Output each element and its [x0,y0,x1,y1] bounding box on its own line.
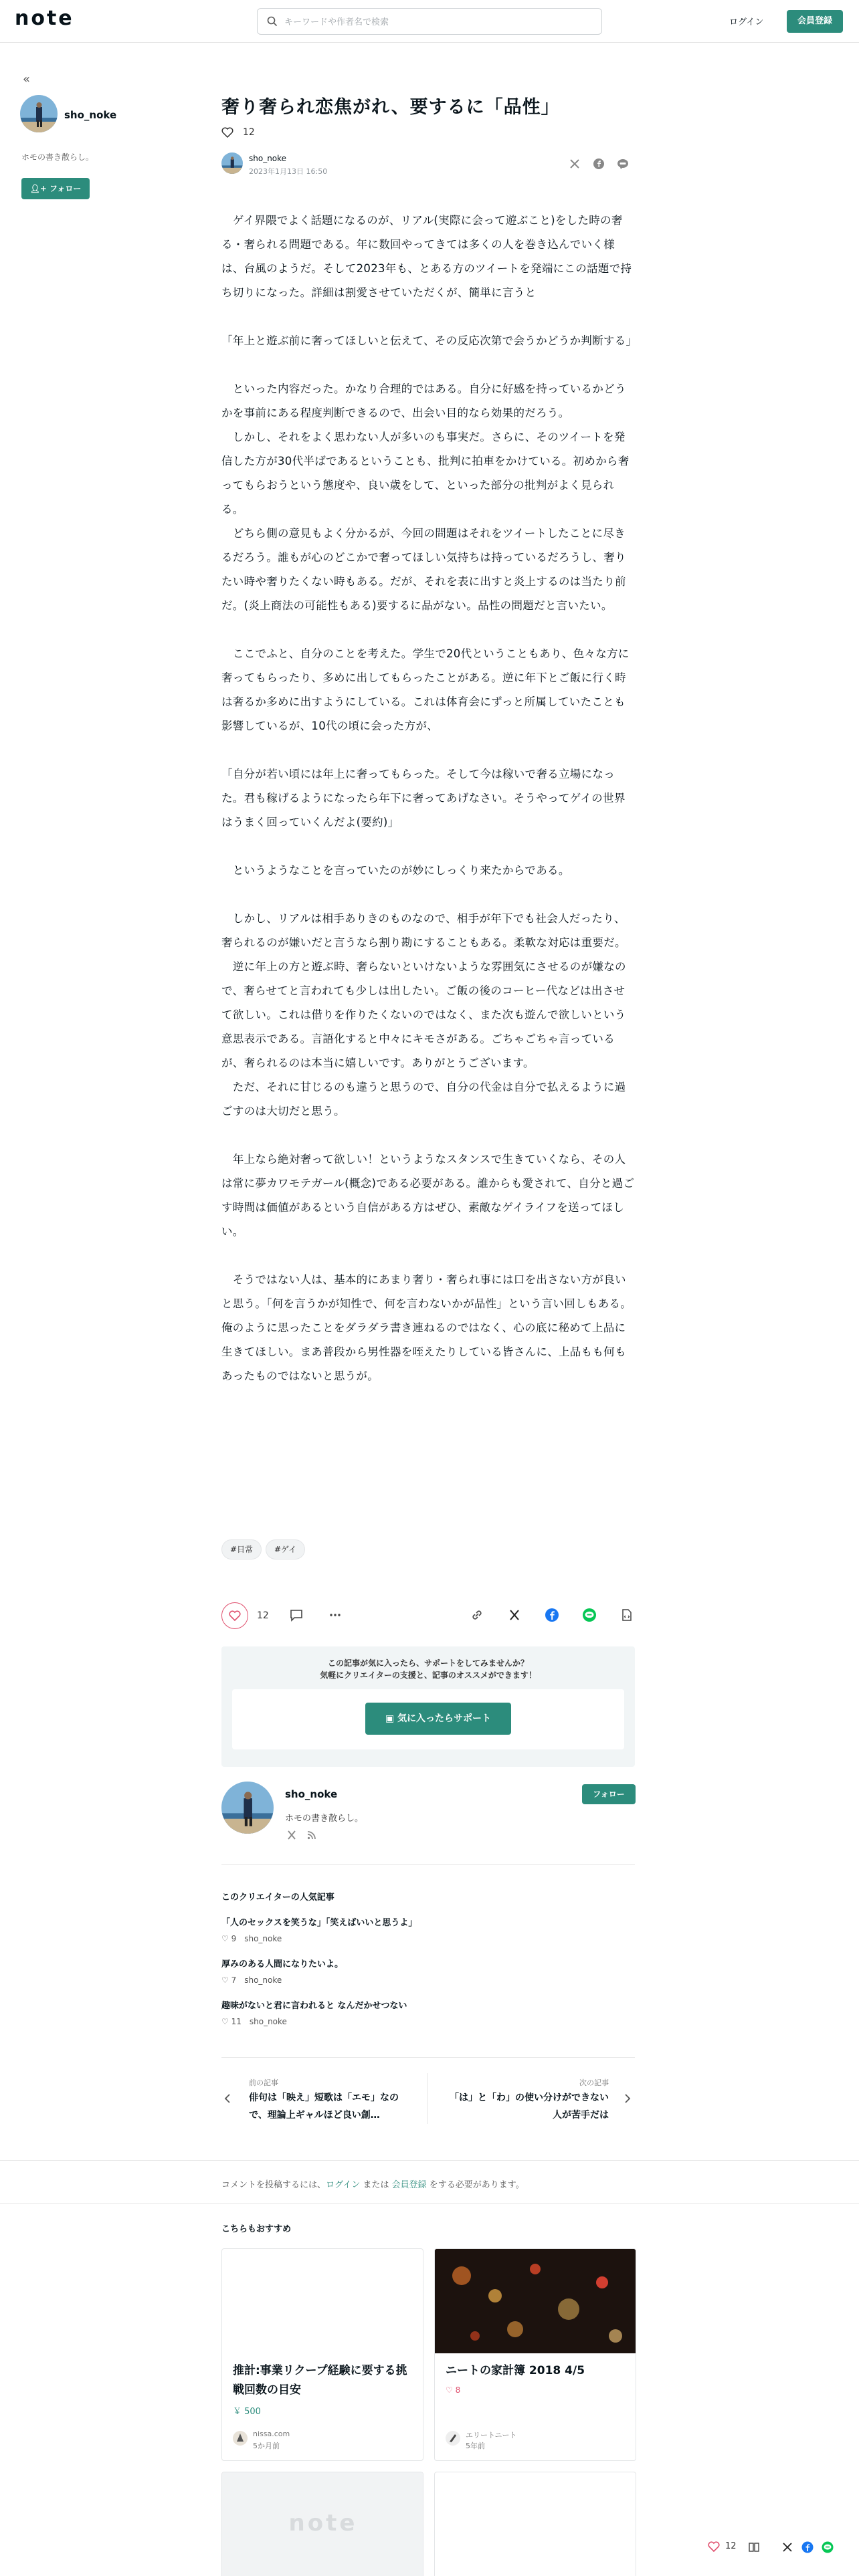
paragraph-gap [221,738,635,762]
comment-signup-link[interactable]: 会員登録 [391,2180,427,2190]
paragraph-gap [221,305,635,329]
comment-login-link[interactable]: ログイン [326,2180,361,2190]
support-button-label: 気に入ったらサポート [397,1713,492,1724]
heart-icon: ♡ [446,2385,453,2395]
popular-author[interactable]: sho_noke [244,1934,282,1943]
support-prompt: この記事が気に入ったら、サポートをしてみませんか？ [327,1658,529,1668]
comment-note-text: をする必要があります。 [426,2180,524,2190]
article-paragraph: しかし、リアルは相手ありきのものなので、相手が年下でも社会人だったり、奢られるのが嫌いだと言うなら割り勘にすることもある。柔軟な対応は重要だ。 [221,912,626,949]
paragraph-gap [221,618,635,642]
magazine-add-icon[interactable] [748,2541,760,2553]
article-paragraph: といった内容だった。かなり合理的ではある。自分に好感を持っているかどうかを事前にある程度判断できるので、出会い目的なら効果的だろう。 [221,383,626,419]
chevron-left-icon[interactable] [223,2093,231,2104]
divider [0,2160,859,2161]
publish-date: 2023年1月13日 16:50 [249,167,328,176]
sidebar-creator-name[interactable]: sho_noke [64,109,117,121]
divider [0,2203,859,2204]
facebook-share-icon[interactable] [593,158,605,170]
popular-article-meta [221,1975,282,1985]
article-paragraph: というようなことを言っていたのが妙にしっくり来たからである。 [221,864,570,877]
like-count: 12 [257,1610,269,1621]
recommend-card-image-placeholder [222,2472,423,2576]
divider [221,2057,635,2058]
recommend-heading: こちらもおすすめ [221,2224,292,2234]
more-options-icon[interactable] [328,1608,343,1622]
popular-like-count: 11 [231,2017,242,2026]
author-name[interactable]: sho_noke [249,154,287,163]
popular-author[interactable]: sho_noke [249,2017,287,2026]
next-article-link[interactable]: 「は」と「わ」の使い分けができない人が苦手だは [450,2092,609,2121]
popular-article-meta [221,2017,287,2026]
search-input[interactable] [284,14,592,30]
x-share-icon[interactable] [569,158,581,170]
comment-icon[interactable] [289,1608,304,1622]
like-button[interactable] [221,1602,248,1629]
line-share-icon[interactable] [617,158,629,170]
tag-chip[interactable]: #ゲイ [266,1539,305,1560]
rss-icon[interactable] [306,1830,317,1840]
creator-name[interactable]: sho_noke [285,1788,338,1800]
heart-icon: ♡ [221,1934,229,1943]
recommend-card-title: ニートの家計簿 2018 4/5 [446,2364,585,2377]
recommend-card-author: エリートニート [466,2431,517,2440]
paragraph-gap [221,883,635,907]
article-title: 奢り奢られ恋焦がれ、要するに「品性」 [221,97,560,118]
heart-icon[interactable] [221,127,233,138]
person-add-icon: 👤︎+ [29,184,50,193]
recommend-card-price: ￥ 500 [233,2407,261,2417]
author-avatar[interactable] [221,152,243,174]
creator-avatar[interactable] [221,1782,274,1834]
heart-icon [229,1610,241,1621]
recommend-card-image [435,2249,636,2353]
facebook-share-icon[interactable] [545,1608,559,1622]
recommend-card[interactable] [221,2472,423,2576]
creator-bio: ホモの書き散らし。 [285,1814,364,1824]
article-paragraph: そうではない人は、基本的にあまり奢り・奢られ事には口を出さない方が良いと思う。「何を言うかが知性で、何を言わないかが品性」という言い回しもある。俺のように思ったことをダラダラ書き連ねるのではなく、心の底に秘めて上品に生きてほしい。まあ普段から男性器を咥えたりしている皆さんに、上品もも何もあったものではないと思うが。 [221,1273,632,1382]
article-body [221,209,638,1388]
article-paragraph: 「年上と遊ぶ前に奢ってほしいと伝えて、その反応次第で会うかどうか判断する」 [221,334,638,347]
avatar[interactable] [20,95,58,132]
paragraph-gap [221,835,635,859]
collapse-sidebar-icon[interactable]: « [23,72,31,86]
embed-icon[interactable] [619,1608,634,1622]
site-header [0,0,859,43]
x-profile-icon[interactable] [286,1830,297,1840]
support-inner-panel [232,1689,624,1749]
line-share-icon[interactable] [582,1608,597,1622]
tag-chip[interactable]: #日常 [221,1539,262,1560]
heart-icon: ♡ [221,2017,229,2026]
recommend-like-count: 8 [455,2385,461,2395]
avatar [233,2431,248,2446]
sidebar-follow-button[interactable] [21,178,90,199]
floating-like-count: 12 [725,2541,737,2551]
search-icon [267,16,278,27]
note-logo[interactable]: note [15,7,74,30]
comment-note-text: コメントを投稿するには、 [221,2180,326,2190]
login-link[interactable]: ログイン [729,17,764,27]
recommend-card-time: 5か月前 [253,2442,280,2450]
recommend-card[interactable] [434,2248,636,2461]
facebook-share-icon[interactable] [801,2541,814,2553]
recommend-card[interactable] [221,2248,423,2461]
signup-button[interactable]: 会員登録 [787,10,843,33]
prev-article-link[interactable]: 俳句は「映え」短歌は「エモ」なので、理論上ギャルほど良い創… [249,2092,399,2121]
article-paragraph: どちら側の意見もよく分かるが、今回の問題はそれをツイートしたことに尽きるだろう。誰もが心のどこかで奢ってほしい気持ちは持っているだろうし、奢りたい時や奢りたくない時もある。だが、それを表に出すと炎上するのは当たり前だ。(炎上商法の可能性もある)要するに品がない。品性の問題だと言いたい。 [221,527,626,612]
heart-icon: ♡ [221,1975,229,1985]
popular-article-title[interactable]: 趣味がないと君に言われると なんだかせつない [221,2001,407,2011]
recommend-card-author: nissa.com [253,2430,290,2438]
x-share-icon[interactable] [507,1608,522,1622]
like-count-top: 12 [243,127,255,138]
popular-author[interactable]: sho_noke [244,1975,282,1985]
chevron-right-icon[interactable] [624,2093,632,2104]
recommend-card-title: 推計:事業リクープ経験に要する挑戦回数の目安 [233,2364,407,2397]
article-paragraph: しかし、それをよく思わない人が多いのも事実だ。さらに、そのツイートを発信した方が30代半ばであるということも、批判に拍車をかけている。初めから奢ってもらおうという態度や、良い歳をして、といった部分の批判がよく見られる。 [221,431,630,516]
article-paragraph: 年上なら絶対奢って欲しい！というようなスタンスで生きていくなら、その人は常に夢カワモテガール(概念)である必要がある。誰からも愛されて、自分と過ごす時間は価値があるという自信がある方はぜひ、素敵なゲイライフを送ってほしい。 [221,1153,635,1238]
comment-login-note [221,2177,524,2190]
popular-article-title[interactable]: 厚みのある人間になりたいよ。 [221,1959,344,1969]
follow-label: フォロー [50,184,82,193]
divider [221,1864,635,1865]
article-paragraph: ここでふと、自分のことを考えた。学生で20代ということもあり、色々な方に奢ってもらったり、多めに出してもらったことがある。逆に年下とご飯に行く時は奢るか多めに出すようにしている。これは体育会にずっと所属していたことも影響しているが、10代の頃に会った方が、 [221,647,630,732]
note-logo: note [288,2510,358,2537]
article-paragraph: ただ、それに甘じるのも違うと思うので、自分の代金は自分で払えるように過ごすのは大切だと思う。 [221,1081,626,1117]
floating-action-bar [701,2533,859,2576]
popular-article-meta [221,1934,282,1943]
support-subtext: 気軽にクリエイターの支援と、記事のオススメができます！ [320,1671,537,1680]
support-button[interactable] [365,1703,511,1735]
support-box [221,1646,635,1767]
popular-like-count: 7 [231,1975,237,1985]
popular-articles-heading: このクリエイターの人気記事 [221,1893,335,1903]
paragraph-gap [221,1244,635,1268]
comment-note-text: または [360,2180,392,2190]
sidebar-creator-bio: ホモの書き散らし。 [21,152,94,162]
nav-divider [427,2073,428,2124]
article-paragraph: ゲイ界隈でよく話題になるのが、リアル(実際に会って遊ぶこと)をした時の奢る・奢られる問題である。年に数回やってきては多くの人を巻き込んでいく様は、台風のようだ。そして2023年も、とある方のツイートを発端にこの話題で持ち切りになった。詳細は割愛させていただくが、簡単に言うと [221,214,632,299]
follow-button[interactable]: フォロー [582,1784,636,1804]
heart-icon[interactable] [708,2541,720,2552]
paragraph-gap [221,1123,635,1148]
recommend-card-time: 5年前 [466,2442,485,2450]
x-share-icon[interactable] [781,2541,793,2553]
recommend-card[interactable] [434,2472,636,2576]
popular-article-title[interactable]: 「人のセックスを笑うな」「笑えばいいと思うよ」 [221,1918,417,1928]
article-paragraph: 「自分が若い頃には年上に奢ってもらった。そして今は稼いで奢る立場になった。君も稼げるようになったら年下に奢ってあげなさい。そうやってゲイの世界はうまく回っていくんだよ(要約)」 [221,768,626,829]
prev-article-label: 前の記事 [249,2078,278,2087]
search-box[interactable] [257,8,602,35]
article-paragraph: 逆に年上の方と遊ぶ時、奢らないといけないような雰囲気にさせるのが嫌なので、奢らせてと言われても少しは出したい。ご飯の後のコーヒー代などは出させて欲しい。これは借りを作りたくないのではなく、また次も遊んで欲しいという意思表示である。言語化すると中々にキモさがある。ごちゃごちゃ言っているが、奢られるのは本当に嬉しいです。ありがとうございます。 [221,960,626,1069]
next-article-label: 次の記事 [579,2078,609,2087]
avatar [446,2431,460,2446]
recommend-card-likes [446,2385,460,2395]
popular-like-count: 9 [231,1934,237,1943]
link-icon[interactable] [470,1608,484,1622]
line-share-icon[interactable] [822,2541,834,2553]
paragraph-gap [221,353,635,377]
gift-icon: ▣ [385,1713,398,1724]
